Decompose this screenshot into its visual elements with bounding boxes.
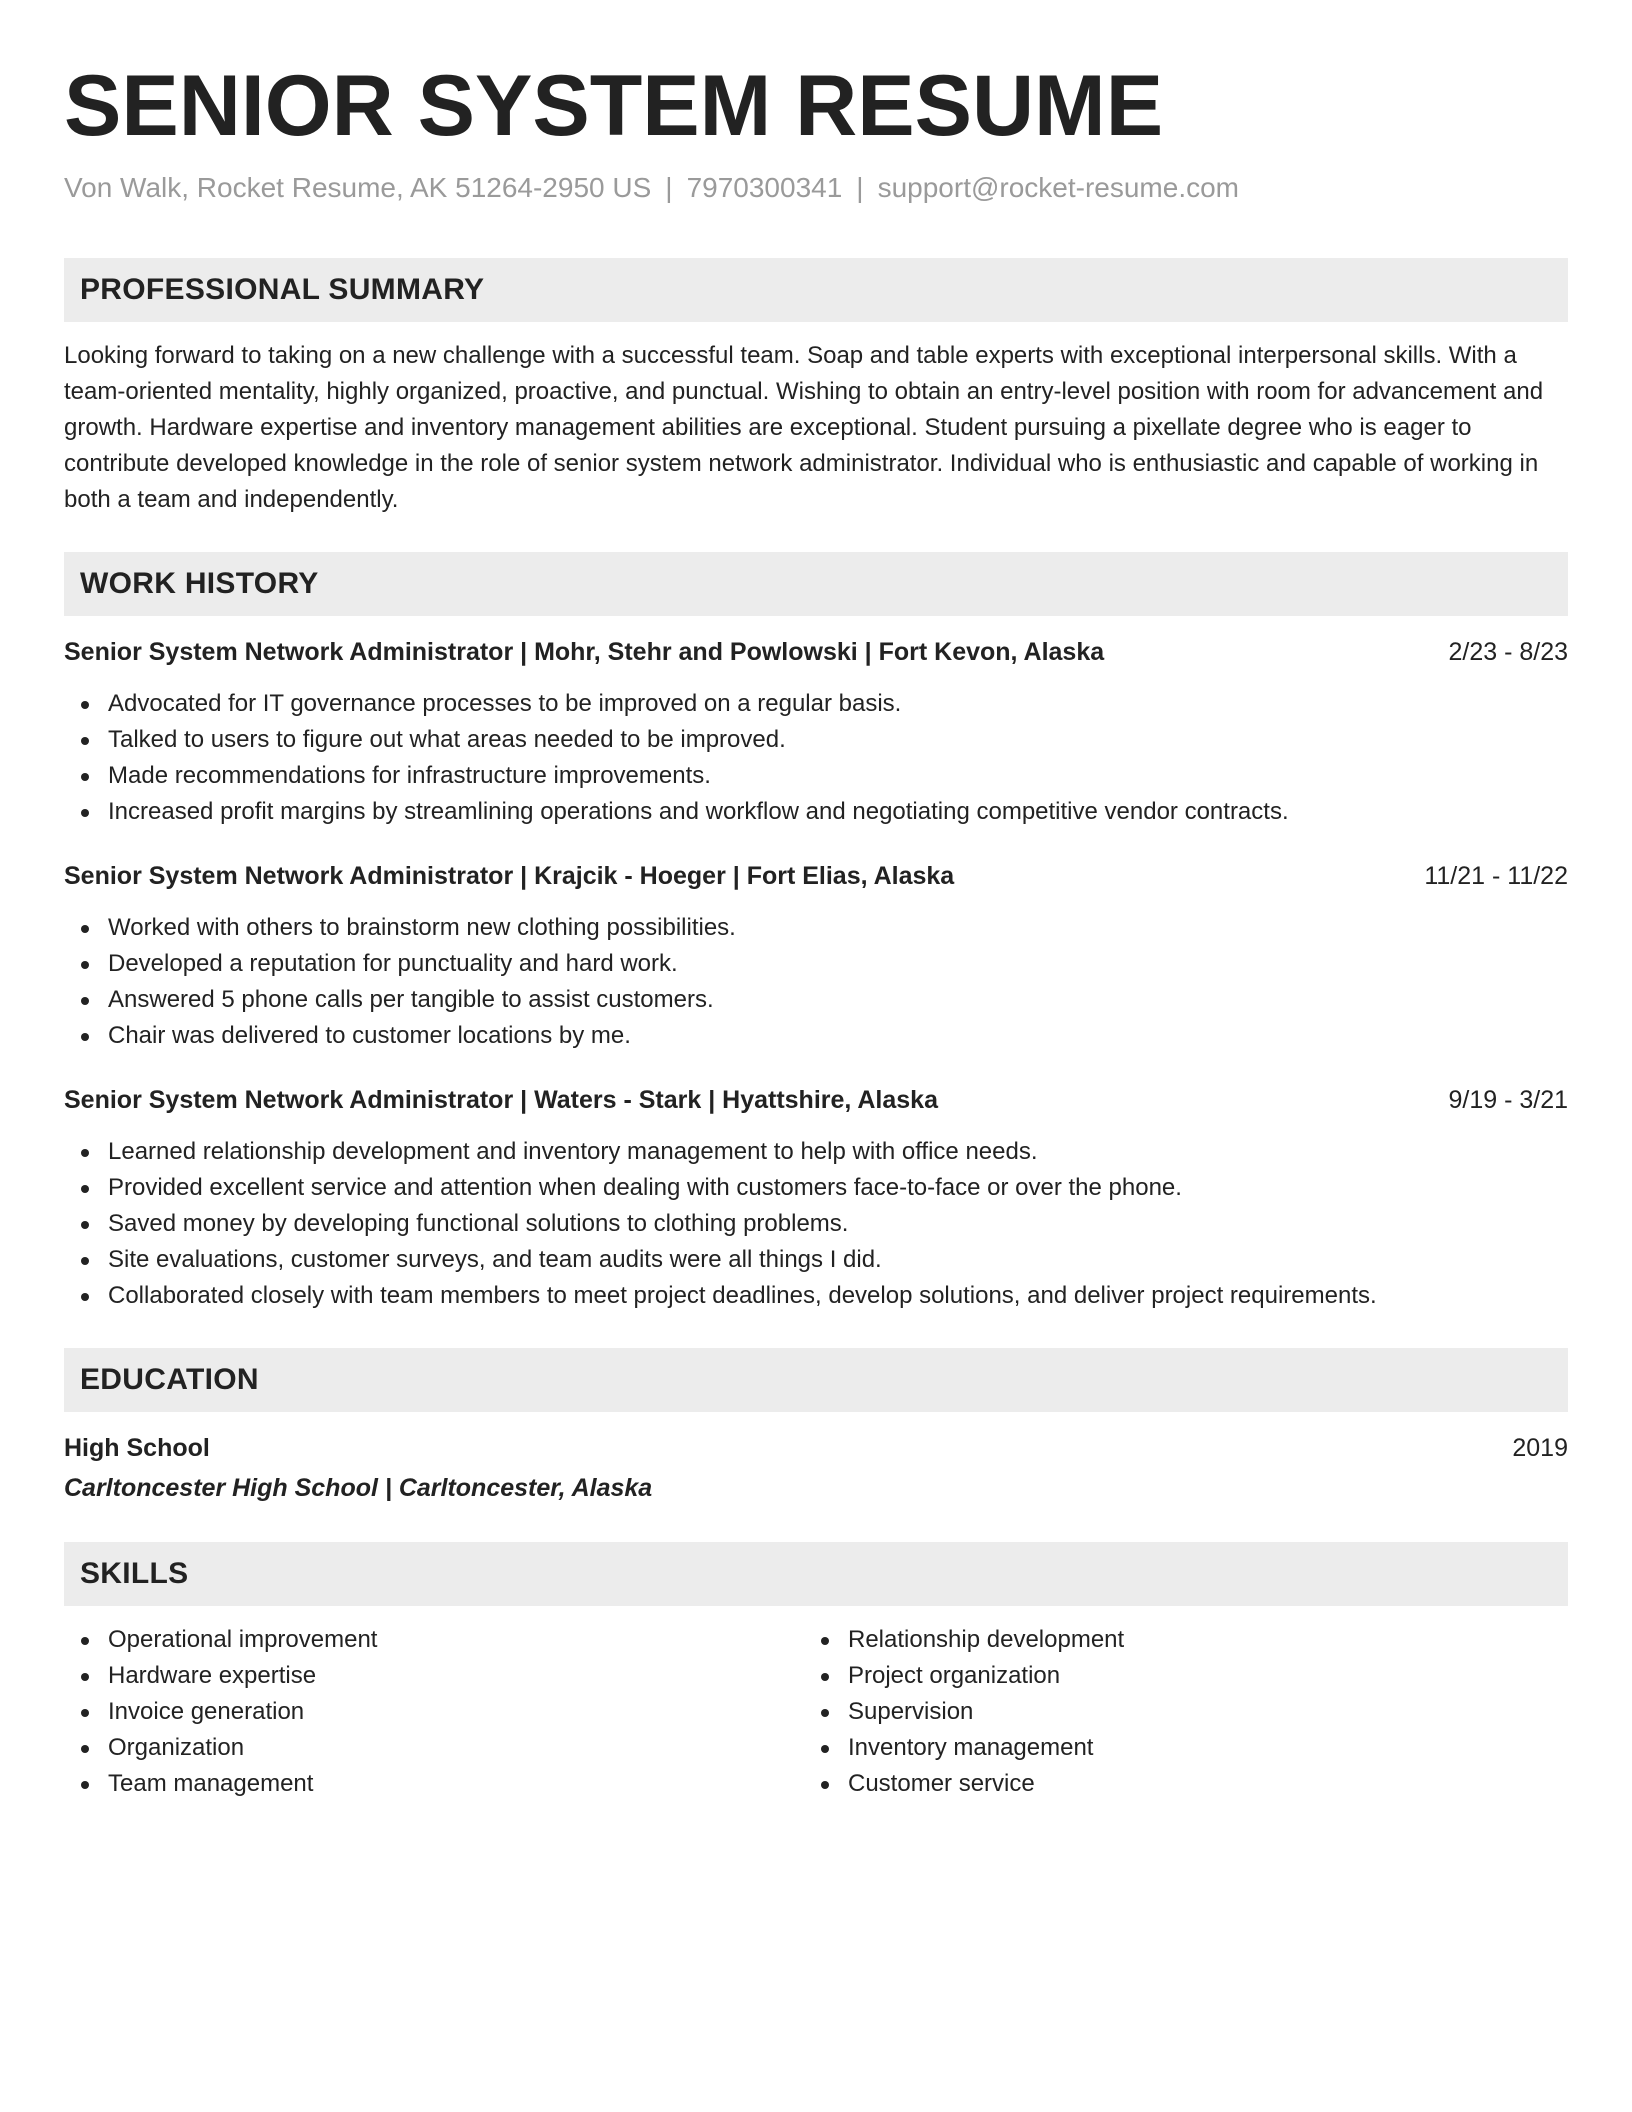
skills-list-left bbox=[64, 1622, 804, 1802]
contact-line bbox=[64, 170, 1568, 206]
contact-email: support@rocket-resume.com bbox=[877, 172, 1240, 203]
skill-item: Invoice generation bbox=[64, 1694, 804, 1730]
contact-separator: | bbox=[856, 172, 864, 203]
job-bullets bbox=[64, 686, 1568, 830]
job-header bbox=[64, 858, 1568, 894]
job-bullet: Saved money by developing functional solutions to clothing problems. bbox=[64, 1206, 1568, 1242]
summary-section bbox=[64, 258, 1568, 518]
education-school: Carltoncester High School | Carltoncester, Alaska bbox=[64, 1474, 653, 1502]
job-entry bbox=[64, 1082, 1568, 1314]
job-title: Senior System Network Administrator | Mohr, Stehr and Powlowski | Fort Kevon, Alaska bbox=[64, 638, 1105, 666]
skill-item: Supervision bbox=[804, 1694, 1544, 1730]
skill-item: Project organization bbox=[804, 1658, 1544, 1694]
contact-address: Von Walk, Rocket Resume, AK 51264-2950 US bbox=[64, 172, 652, 203]
section-header-work-history: WORK HISTORY bbox=[64, 552, 1568, 616]
skill-item: Customer service bbox=[804, 1766, 1544, 1802]
section-header-summary: PROFESSIONAL SUMMARY bbox=[64, 258, 1568, 322]
skill-item: Relationship development bbox=[804, 1622, 1544, 1658]
work-history-section bbox=[64, 552, 1568, 1314]
job-dates: 9/19 - 3/21 bbox=[1448, 1086, 1568, 1114]
job-dates: 2/23 - 8/23 bbox=[1448, 638, 1568, 666]
job-title: Senior System Network Administrator | Waters - Stark | Hyattshire, Alaska bbox=[64, 1086, 938, 1114]
skills-list-right bbox=[804, 1622, 1544, 1802]
job-bullet: Learned relationship development and inventory management to help with office needs. bbox=[64, 1134, 1568, 1170]
job-entry bbox=[64, 634, 1568, 830]
skill-item: Organization bbox=[64, 1730, 804, 1766]
skill-item: Inventory management bbox=[804, 1730, 1544, 1766]
contact-separator: | bbox=[665, 172, 673, 203]
education-header bbox=[64, 1430, 1568, 1466]
job-header bbox=[64, 1082, 1568, 1118]
job-header bbox=[64, 634, 1568, 670]
contact-phone: 7970300341 bbox=[686, 172, 843, 203]
skill-item: Team management bbox=[64, 1766, 804, 1802]
education-year: 2019 bbox=[1512, 1434, 1568, 1462]
summary-text: Looking forward to taking on a new challenge with a successful team. Soap and table experts with exceptional interpersonal skills. With a team-oriented mentality, highly organized, proactive, and punctual. Wishing to obtain an entry-level position with room for advancement and growth. Hardware expertise and inventory management abilities are exceptional. Student pursuing a pixellate degree who is eager to contribute developed knowledge in the role of senior system network administrator. Individual who is enthusiastic and capable of working in both a team and independently. bbox=[64, 342, 1544, 513]
job-bullet: Collaborated closely with team members to meet project deadlines, develop solutions, and deliver project requirements. bbox=[64, 1278, 1568, 1314]
job-entry bbox=[64, 858, 1568, 1054]
skill-item: Operational improvement bbox=[64, 1622, 804, 1658]
education-degree: High School bbox=[64, 1434, 210, 1462]
job-bullet: Site evaluations, customer surveys, and team audits were all things I did. bbox=[64, 1242, 1568, 1278]
skills-columns bbox=[64, 1622, 1568, 1802]
section-header-education: EDUCATION bbox=[64, 1348, 1568, 1412]
job-bullet: Provided excellent service and attention when dealing with customers face-to-face or over the phone. bbox=[64, 1170, 1568, 1206]
job-title: Senior System Network Administrator | Krajcik - Hoeger | Fort Elias, Alaska bbox=[64, 862, 955, 890]
section-header-skills: SKILLS bbox=[64, 1542, 1568, 1606]
education-section bbox=[64, 1348, 1568, 1506]
job-bullet: Made recommendations for infrastructure improvements. bbox=[64, 758, 1568, 794]
job-dates: 11/21 - 11/22 bbox=[1424, 862, 1568, 890]
education-entry bbox=[64, 1430, 1568, 1506]
job-bullet: Answered 5 phone calls per tangible to assist customers. bbox=[64, 982, 1568, 1018]
job-bullets bbox=[64, 1134, 1568, 1314]
job-bullets bbox=[64, 910, 1568, 1054]
job-bullet: Increased profit margins by streamlining operations and workflow and negotiating competitive vendor contracts. bbox=[64, 794, 1568, 830]
job-bullet: Talked to users to figure out what areas needed to be improved. bbox=[64, 722, 1568, 758]
job-bullet: Advocated for IT governance processes to be improved on a regular basis. bbox=[64, 686, 1568, 722]
resume-name: SENIOR SYSTEM RESUME bbox=[64, 58, 1164, 154]
skills-section bbox=[64, 1542, 1568, 1802]
job-bullet: Developed a reputation for punctuality and hard work. bbox=[64, 946, 1568, 982]
job-bullet: Chair was delivered to customer locations by me. bbox=[64, 1018, 1568, 1054]
job-bullet: Worked with others to brainstorm new clothing possibilities. bbox=[64, 910, 1568, 946]
skill-item: Hardware expertise bbox=[64, 1658, 804, 1694]
